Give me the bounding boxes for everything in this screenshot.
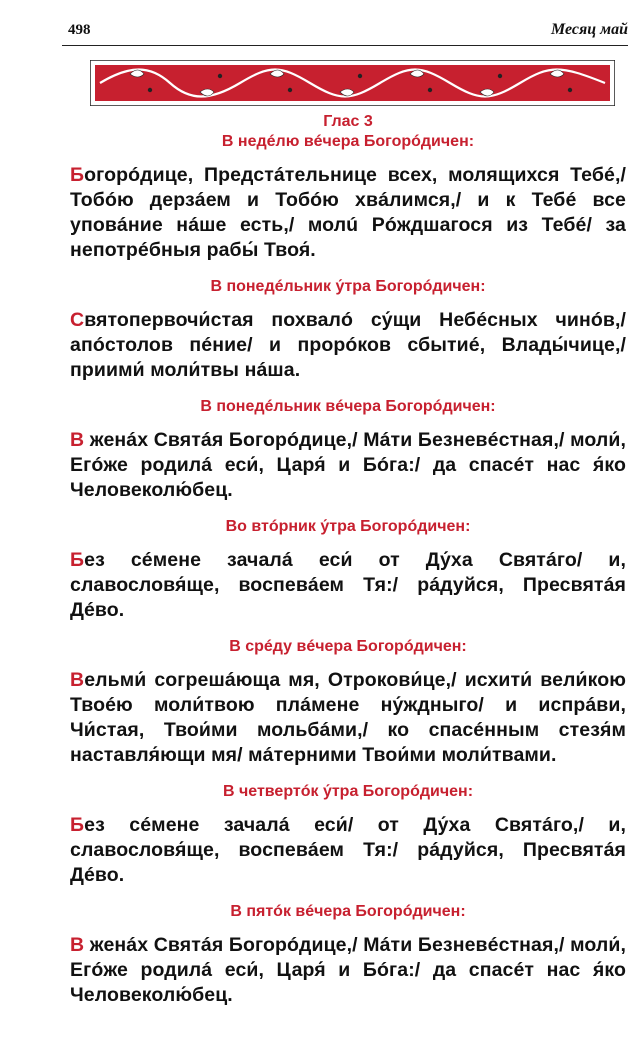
section-heading: В срéду вéчера Богорóдичен: [229,638,467,655]
section-heading: В четвертóк у́тра Богорóдичен: [222,783,474,800]
drop-initial: В [70,429,85,451]
drop-initial: Б [70,164,85,186]
hymn-paragraph [70,933,626,1008]
header-rule [62,45,628,46]
running-title: Месяц май [551,21,628,38]
hymn-text: женáх Святáя Богорóдице,/ Мáти Безневéстная,/ моли́, Егóже родилá еси́, Царя́ и Бóга:/ да спасéт нас я́ко Человеколю́бец. [70,429,626,501]
hymn-paragraph [70,668,626,768]
page-header [62,20,628,42]
drop-initial: В [70,669,85,691]
page-number: 498 [68,22,91,38]
drop-initial: Б [70,549,85,571]
tone-heading: Глас 3 [323,113,373,130]
drop-initial: С [70,309,85,331]
hymn-text: вятопервочи́стая похвалó су́щи Небéсных чинóв,/ апóстолов пéние/ и прорóков сбытиé, Влады́чице,/ приими́ моли́твы нáша. [70,309,626,381]
section-heading: В понедéльник вéчера Богорóдичен: [200,398,496,415]
page-content [70,112,626,1008]
section-heading: В понедéльник у́тра Богорóдичен: [210,278,486,295]
hymn-text: ез сéмене зачалá еси́/ от Ду́ха Святáго,/ и, славословя́ще, воспевáем Тя:/ рáдуйся, Пресвятáя Дéво. [70,814,626,886]
hymn-paragraph [70,813,626,888]
hymn-text: огорóдице, Предстáтельнице всех, молящихся Тебé,/ Тобóю дерзáем и Тобóю хвáлимся,/ и к Тебé все уповáние нáше есть,/ молú Рóждшагося из Тебé/ за непотрéбныя рабы́ Твоя́. [70,164,626,261]
decorative-ornament-banner [90,60,615,106]
hymn-paragraph [70,548,626,623]
hymn-text: ельми́ согрешáюща мя, Отрокови́це,/ исхити́ вели́кою Твоéю моли́твою плáмене ну́ждныго/ и испрáви, Чи́стая, Твои́ми мольбáми,/ ко спасéнным стезя́м наставля́ющи мя/ мáтерними Твои́ми моли́твами. [70,669,626,766]
section-heading: В пятóк вéчера Богорóдичен: [230,903,466,920]
hymn-paragraph [70,428,626,503]
hymn-paragraph [70,163,626,263]
hymn-paragraph [70,308,626,383]
section-heading: В недéлю вéчера Богорóдичен: [221,133,475,150]
section-heading: Во втóрник у́тра Богорóдичен: [225,518,471,535]
drop-initial: Б [70,814,85,836]
drop-initial: В [70,934,85,956]
hymn-text: женáх Святáя Богорóдице,/ Мáти Безневéстная,/ моли́, Егóже родилá еси́, Царя́ и Бóга:/ да спасéт нас я́ко Человеколю́бец. [70,934,626,1006]
hymn-text: ез сéмене зачалá еси́ от Ду́ха Святáго/ и, славословя́ще, воспевáем Тя:/ рáдуйся, Пресвятáя Дéво. [70,549,626,621]
